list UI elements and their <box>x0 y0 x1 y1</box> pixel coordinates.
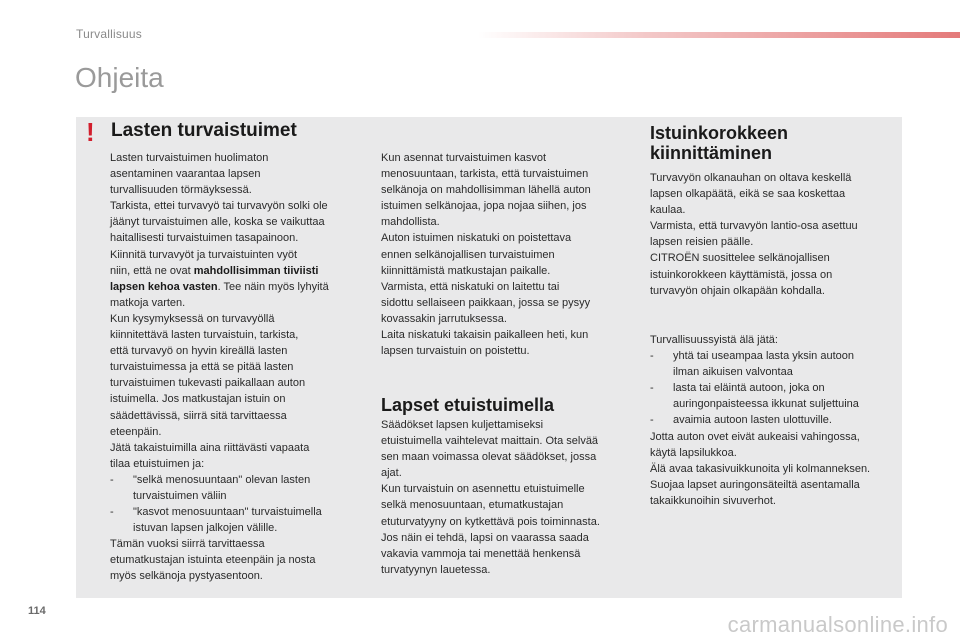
text-line: Kun kysymyksessä on turvavyöllä <box>110 312 275 325</box>
heading-line: Istuinkorokkeen <box>650 123 789 143</box>
text-line: turvaistuimen väliin <box>133 489 227 502</box>
text-fragment: . Tee näin myös lyhyitä <box>217 280 329 293</box>
text-line: lapsen reisien päälle. <box>650 236 754 249</box>
text-line: säädettävissä, siirrä sitä tarvittaessa <box>110 409 287 422</box>
text-line: selkä menosuuntaan, etumatkustajan <box>381 499 564 512</box>
text-line: Laita niskatuki takaisin paikalleen heti, kun <box>381 329 589 342</box>
text-line: Kun turvaistuin on asennettu etuistuimelle <box>381 483 585 496</box>
list-item <box>110 472 365 504</box>
text-line: menosuuntaan, tarkista, että turvaistuimen <box>381 168 589 181</box>
list-dash: - <box>650 414 654 427</box>
text-line: etumatkustajan istuinta eteenpäin ja nosta <box>110 554 316 567</box>
text-line: tilaa etuistuimen ja: <box>110 457 205 470</box>
warning-icon: ! <box>86 117 95 147</box>
text-line: eteenpäin. <box>110 425 162 438</box>
column-child-seats <box>110 150 365 585</box>
column-safety-notes <box>650 332 902 509</box>
text-line: CITROËN suosittelee selkänojallisen <box>650 252 830 265</box>
page-number: 114 <box>28 605 46 617</box>
text-line: ilman aikuisen valvontaa <box>673 366 793 379</box>
list-item <box>650 380 902 412</box>
text-line: yhtä tai useampaa lasta yksin autoon <box>673 350 855 363</box>
text-fragment: niin, että ne ovat <box>110 264 194 277</box>
header-accent-bar <box>478 32 960 38</box>
text-line: takaikkunoihin sivuverhot. <box>650 494 776 507</box>
list-item <box>110 504 365 536</box>
list-dash: - <box>110 506 114 519</box>
text-line: etuistuimella vaihtelevat maittain. Ota selvää <box>381 435 599 448</box>
text-line: istuinkorokkeen käyttämistä, jossa on <box>650 268 833 281</box>
text-line: Turvavyön olkanauhan on oltava keskellä <box>650 172 852 184</box>
list-item <box>650 412 902 428</box>
text-line: Jotta auton ovet eivät aukeaisi vahingossa, <box>650 430 860 443</box>
heading-line: kiinnittäminen <box>650 143 773 163</box>
text-line <box>110 279 365 295</box>
text-line: Säädökset lapsen kuljettamiseksi <box>381 419 544 431</box>
column-booster-seat <box>650 170 900 299</box>
text-line: käytä lapsilukkoa. <box>650 446 737 459</box>
text-line: haitallisesti turvaistuimen tasapainoon. <box>110 232 299 245</box>
list-dash: - <box>650 382 654 395</box>
column-seat-installation <box>381 150 641 359</box>
list-dash: - <box>650 350 654 363</box>
text-line: auringonpaisteessa ikkunat suljettuina <box>673 398 859 411</box>
text-line: Älä avaa takasivuikkunoita yli kolmanneksen. <box>650 462 871 475</box>
text-line: avaimia autoon lasten ulottuville. <box>673 414 832 427</box>
text-line: sen maan voimassa olevat säädökset, jossa <box>381 451 597 464</box>
text-line: turvatyynyn lauetessa. <box>381 563 491 576</box>
text-line: turvaistuimen tukevasti paikallaan auton <box>110 377 306 390</box>
text-line: kiinnitettävä lasten turvaistuin, tarkista, <box>110 329 299 342</box>
heading-booster-seat <box>650 123 788 163</box>
text-line: Tämän vuoksi siirrä tarvittaessa <box>110 538 265 551</box>
bold-text: lapsen kehoa vasten <box>110 280 218 293</box>
text-line: Lasten turvaistuimen huolimaton <box>110 152 269 164</box>
text-line: "kasvot menosuuntaan" turvaistuimella <box>133 506 322 519</box>
text-line: turvaistuimessa ja että se pitää lasten <box>110 361 294 374</box>
text-line: kiinnittämistä matkustajan paikalle. <box>381 264 551 277</box>
text-line: lapsen turvaistuin on poistettu. <box>381 345 530 358</box>
list-dash: - <box>110 473 114 486</box>
text-line: Jätä takaistuimilla aina riittävästi vapaata <box>110 441 310 454</box>
column-front-seat <box>381 417 646 578</box>
text-line: istuimen selkänojaa, jopa nojaa siihen, jos <box>381 200 587 213</box>
text-line: Turvallisuussyistä älä jätä: <box>650 334 778 346</box>
text-line: lasta tai eläintä autoon, joka on <box>673 382 825 395</box>
watermark: carmanualsonline.info <box>727 612 948 637</box>
section-label: Turvallisuus <box>76 27 142 41</box>
text-line: ennen selkänojallisen turvaistuimen <box>381 248 555 261</box>
text-line: mahdollista. <box>381 216 440 229</box>
text-line: jäänyt turvaistuimen alle, koska se vaikuttaa <box>110 216 325 229</box>
text-line: Suojaa lapset auringonsäteiltä asentamalla <box>650 478 860 491</box>
text-line: kaulaa. <box>650 204 686 217</box>
text-line: Varmista, että turvavyön lantio-osa asettuu <box>650 220 858 233</box>
text-line: asentaminen vaarantaa lapsen <box>110 168 261 181</box>
text-line: Tarkista, ettei turvavyö tai turvavyön solki ole <box>110 200 328 213</box>
heading-child-seats: Lasten turvaistuimet <box>111 120 297 141</box>
text-line: Kiinnitä turvavyöt ja turvaistuinten vyöt <box>110 248 298 261</box>
page-title: Ohjeita <box>75 62 164 93</box>
text-line: Jos näin ei tehdä, lapsi on vaarassa saada <box>381 531 589 544</box>
text-line: ajat. <box>381 467 402 480</box>
text-line: etuturvatyyny on kytkettävä pois toiminnasta. <box>381 515 600 528</box>
text-line: vakavia vammoja tai menettää henkensä <box>381 547 581 560</box>
text-line: selkänoja on mahdollisimman lähellä auton <box>381 184 591 197</box>
text-line: lapsen olkapäätä, eikä se saa koskettaa <box>650 188 846 201</box>
text-line: istuvan lapsen jalkojen välille. <box>133 522 278 535</box>
text-line: turvallisuuden törmäyksessä. <box>110 184 252 197</box>
text-line: sidottu sellaiseen paikkaan, jossa se pysyy <box>381 296 591 309</box>
text-line: myös selkänoja pystyasentoon. <box>110 570 263 583</box>
text-line: "selkä menosuuntaan" olevan lasten <box>133 473 311 486</box>
text-line: istuimella. Jos matkustajan istuin on <box>110 393 286 406</box>
text-line: turvavyön ohjain olkapään kohdalla. <box>650 284 825 297</box>
text-line: että turvavyö on hyvin kireällä lasten <box>110 345 288 358</box>
text-line: Varmista, että niskatuki on laitettu tai <box>381 280 560 293</box>
text-line: matkoja varten. <box>110 296 186 309</box>
text-line: Kun asennat turvaistuimen kasvot <box>381 152 547 164</box>
bold-text: mahdollisimman tiiviisti <box>193 264 319 277</box>
text-line <box>110 263 365 279</box>
text-line: Auton istuimen niskatuki on poistettava <box>381 232 572 245</box>
heading-front-seat: Lapset etuistuimella <box>381 395 555 415</box>
text-line: kovassakin jarrutuksessa. <box>381 312 507 325</box>
list-item <box>650 348 902 380</box>
